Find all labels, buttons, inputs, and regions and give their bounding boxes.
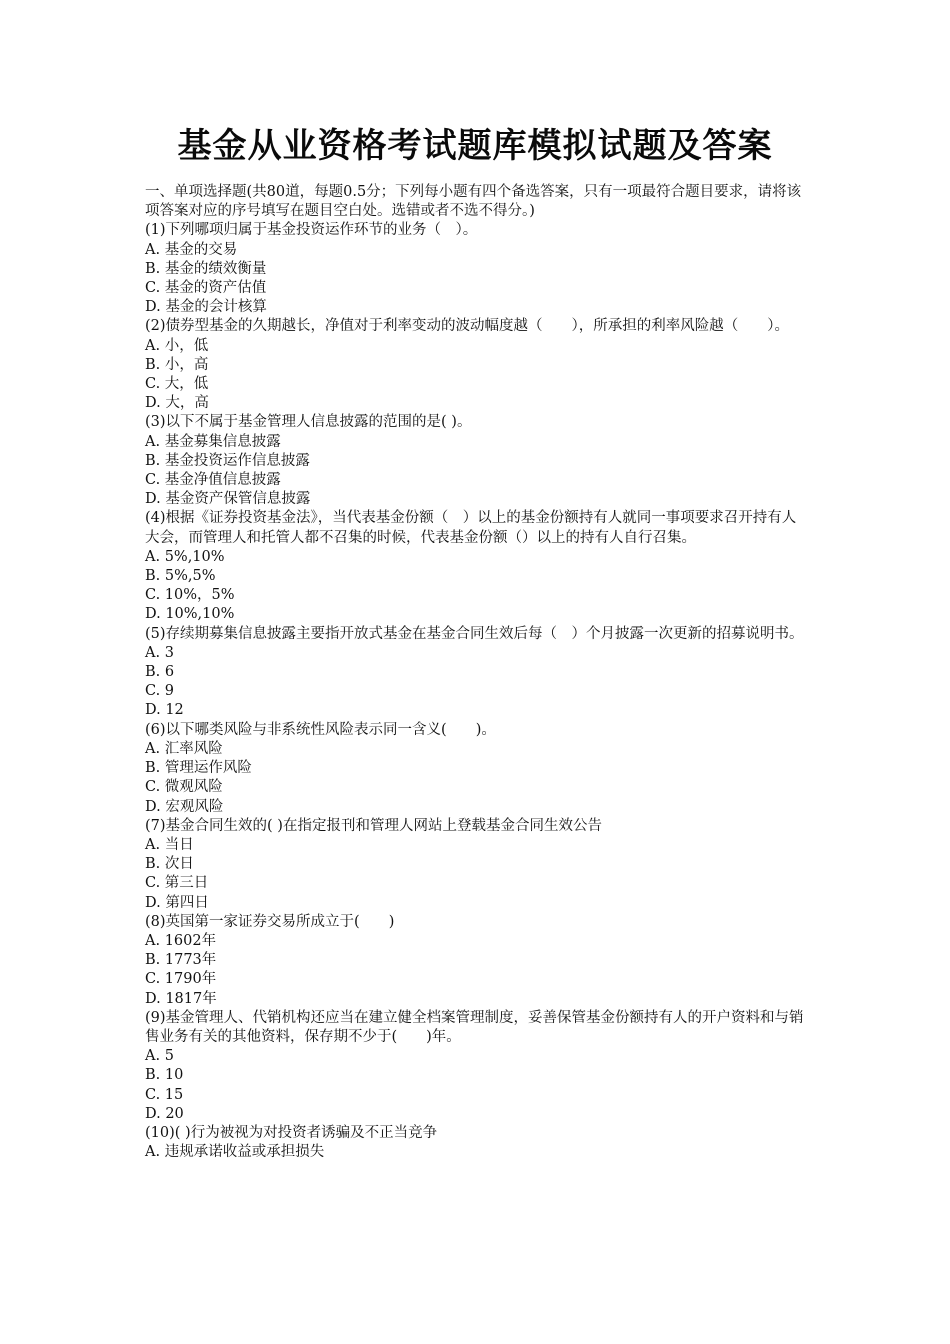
question-stem: (9)基金管理人、代销机构还应当在建立健全档案管理制度，妥善保管基金份额持有人的开户资料和与销售业务有关的其他资料，保存期不少于( )年。 xyxy=(145,1009,804,1045)
option-d: D. 12 xyxy=(145,702,184,719)
option-c: C. 微观风险 xyxy=(145,779,223,796)
option-a: A. 基金募集信息披露 xyxy=(145,433,281,450)
option-b: B. 10 xyxy=(145,1067,184,1084)
option-a: A. 违规承诺收益或承担损失 xyxy=(145,1144,325,1161)
option-a: A. 5%,10% xyxy=(145,548,225,565)
option-a: A. 基金的交易 xyxy=(145,241,238,258)
option-b: B. 管理运作风险 xyxy=(145,760,252,777)
option-c: C. 大，低 xyxy=(145,376,209,393)
question-stem: (7)基金合同生效的( )在指定报刊和管理人网站上登载基金合同生效公告 xyxy=(145,817,602,834)
option-d: D. 第四日 xyxy=(145,894,209,911)
option-d: D. 基金资产保管信息披露 xyxy=(145,491,311,508)
option-b: B. 1773年 xyxy=(145,952,217,969)
question-5 xyxy=(145,625,810,721)
option-b: B. 5%,5% xyxy=(145,568,216,585)
option-b: B. 基金的绩效衡量 xyxy=(145,260,267,277)
option-b: B. 6 xyxy=(145,664,175,681)
question-2 xyxy=(145,317,810,413)
question-stem: (4)根据《证券投资基金法》，当代表基金份额（ ）以上的基金份额持有人就同一事项要求召开持有人大会，而管理人和托管人都不召集的时候，代表基金份额（）以上的持有人自行召集。 xyxy=(145,510,797,546)
question-stem: (5)存续期募集信息披露主要指开放式基金在基金合同生效后每（ ）个月披露一次更新的招募说明书。 xyxy=(145,625,804,642)
option-c: C. 基金的资产估值 xyxy=(145,280,267,297)
question-stem: (1)下列哪项归属于基金投资运作环节的业务（ ）。 xyxy=(145,222,478,239)
option-a: A. 当日 xyxy=(145,836,194,853)
question-stem: (8)英国第一家证券交易所成立于( ) xyxy=(145,913,395,930)
option-b: B. 小，高 xyxy=(145,356,209,373)
question-4 xyxy=(145,509,810,624)
option-a: A. 小，低 xyxy=(145,337,209,354)
option-c: C. 基金净值信息披露 xyxy=(145,472,281,489)
question-stem: (10)( )行为被视为对投资者诱骗及不正当竞争 xyxy=(145,1124,438,1141)
document-body xyxy=(145,183,810,1162)
question-stem: (3)以下不属于基金管理人信息披露的范围的是( )。 xyxy=(145,414,472,431)
option-a: A. 5 xyxy=(145,1048,174,1065)
question-9 xyxy=(145,1009,810,1124)
option-b: B. 基金投资运作信息披露 xyxy=(145,452,310,469)
question-stem: (2)债券型基金的久期越长，净值对于利率变动的波动幅度越（ ），所承担的利率风险越（ ）。 xyxy=(145,318,790,335)
option-c: C. 15 xyxy=(145,1086,184,1103)
option-d: D. 基金的会计核算 xyxy=(145,299,267,316)
section-intro: 一、单项选择题(共80道，每题0.5分；下列每小题有四个备选答案，只有一项最符合题目要求，请将该项答案对应的序号填写在题目空白处。选错或者不选不得分。) xyxy=(145,184,802,220)
option-d: D. 1817年 xyxy=(145,990,217,1007)
question-8 xyxy=(145,913,810,1009)
option-a: A. 汇率风险 xyxy=(145,740,223,757)
document-title: 基金从业资格考试题库模拟试题及答案 xyxy=(177,126,773,166)
question-10 xyxy=(145,1124,810,1162)
option-a: A. 1602年 xyxy=(145,932,217,949)
option-d: D. 宏观风险 xyxy=(145,798,224,815)
option-c: C. 10%，5% xyxy=(145,587,235,604)
option-d: D. 10%,10% xyxy=(145,606,235,623)
option-c: C. 第三日 xyxy=(145,875,209,892)
option-c: C. 9 xyxy=(145,683,175,700)
option-d: D. 大，高 xyxy=(145,395,209,412)
option-d: D. 20 xyxy=(145,1105,184,1122)
question-stem: (6)以下哪类风险与非系统性风险表示同一含义( )。 xyxy=(145,721,496,738)
question-3 xyxy=(145,413,810,509)
question-1 xyxy=(145,221,810,317)
option-b: B. 次日 xyxy=(145,856,194,873)
question-6 xyxy=(145,721,810,817)
option-c: C. 1790年 xyxy=(145,971,217,988)
option-a: A. 3 xyxy=(145,644,174,661)
question-7 xyxy=(145,817,810,913)
